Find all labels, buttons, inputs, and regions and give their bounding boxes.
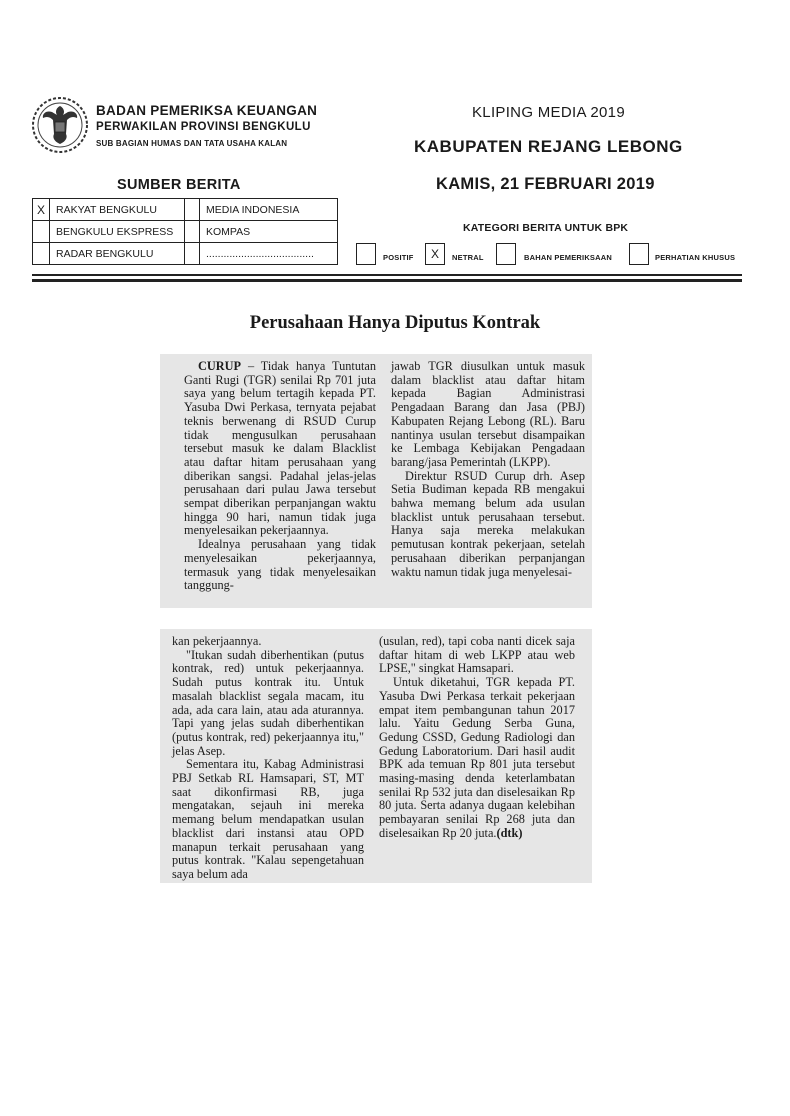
source-checkbox [185,199,200,221]
source-name: RAKYAT BENGKULU [50,199,185,221]
source-name: RADAR BENGKULU [50,243,185,265]
region-title: KABUPATEN REJANG LEBONG [414,137,683,156]
source-name: KOMPAS [200,221,338,243]
category-checkbox-netral: X [425,243,445,265]
source-table-title: SUMBER BERITA [117,177,241,193]
org-division: PERWAKILAN PROVINSI BENGKULU [96,121,311,133]
category-label: BAHAN PEMERIKSAAN [524,253,612,262]
source-row [33,221,338,243]
category-label: NETRAL [452,253,484,262]
publication-date: KAMIS, 21 FEBRUARI 2019 [436,175,655,193]
category-title: KATEGORI BERITA UNTUK BPK [463,222,629,234]
article-paragraph: (usulan, red), tapi coba nanti dicek saja daftar hitam di web LKPP atau web LPSE," singkat Hamsapari. [379,634,575,676]
org-name: BADAN PEMERIKSA KEUANGAN [96,103,318,118]
article-paragraph: Untuk diketahui, TGR kepada PT. Yasuba Dwi Perkasa terkait pekerjaan empat item pembangunan tahun 2017 lalu. Yaitu Gedung Serba Guna, Gedung CSSD, Gedung Radiologi dan Gedung Laboratorium. Dari hasil audit BPK ada temuan Rp 801 juta tersebut masing-masing denda keterlambatan senilai Rp 532 juta dan diselesaikan Rp 80 juta. Serta adanya dugaan kelebihan pembayaran senilai Rp 268 juta dan diselesaikan Rp 20 juta. [379,675,575,840]
category-checkbox-positif [356,243,376,265]
article-column-3 [172,635,364,882]
header-divider [32,274,742,276]
category-label: POSITIF [383,253,414,262]
article-paragraph: Direktur RSUD Curup drh. Asep Setia Budiman kepada RB mengakui bahwa memang belum ada usulan blacklist untuk perusahaan tersebut. Hanya saja mereka melakukan pemutusan kontrak pekerjaan, setelah perusahaan diberikan perpanjangan waktu namun tidak juga menyelesai- [391,468,585,579]
article-paragraph: jawab TGR diusulkan untuk masuk dalam blacklist atau daftar hitam kepada Bagian Administrasi Pengadaan Barang dan Jasa (PBJ) Kabupaten Rejang Lebong (RL). Baru nantinya usulan tersebut disampaikan ke Lembaga Kebijakan Pengadaan barang/jasa Pemerintah (LKPP). [391,359,585,469]
kliping-title: KLIPING MEDIA 2019 [472,104,625,121]
source-table [32,198,338,265]
source-row [33,199,338,221]
category-label: PERHATIAN KHUSUS [655,253,736,262]
article-paragraph: – Tidak hanya Tuntutan Ganti Rugi (TGR) senilai Rp 701 juta saya yang belum tertagih kepada PT. Yasuba Dwi Perkasa, ternyata pejabat teknis berwenang di RSUD Curup tidak mengusulkan perusahaan tersebut masuk ke dalam Blacklist atau daftar hitam perusahaan yang diberikan sangsi. Padahal jelas-jelas perusahaan dari pulau Jawa tersebut sempat diberikan perpanjangan waktu hingga 90 hari, namun tidak juga menyelesaikan pekerjaannya. [184,359,376,538]
header-divider [32,279,742,282]
source-checkbox [185,221,200,243]
article-column-1 [184,360,376,593]
source-checkbox [33,221,50,243]
category-checkbox-perhatian-khusus [629,243,649,265]
source-name: BENGKULU EKSPRESS [50,221,185,243]
article-paragraph: Idealnya perusahaan yang tidak menyelesaikan pekerjaannya, termasuk yang tidak menyelesaikan tanggung- [184,537,376,593]
article-headline: Perusahaan Hanya Diputus Kontrak [249,313,541,333]
garuda-emblem-icon [30,94,90,156]
source-name: ..................................... [200,243,338,265]
source-name: MEDIA INDONESIA [200,199,338,221]
category-checkbox-bahan-pemeriksaan [496,243,516,265]
source-row [33,243,338,265]
article-signoff: (dtk) [496,825,523,840]
article-column-4 [379,635,575,841]
article-paragraph: Sementara itu, Kabag Administrasi PBJ Setkab RL Hamsapari, ST, MT saat dikonfirmasi RB, juga mengatakan, sejauh ini mereka memang belum mendapatkan usulan blacklist dari instansi atau OPD manapun terkait perusahaan yang putus kontrak. "Kalau sepengetahuan saya belum ada [172,757,364,881]
org-subdivision: SUB BAGIAN HUMAS DAN TATA USAHA KALAN [96,139,288,148]
article-paragraph: "Itukan sudah diberhentikan (putus kontrak, red) untuk pekerjaannya. Sudah putus kontrak itu. Untuk masalah blacklist segala macam, itu ada, ada cara lain, atau ada aturannya. Tapi yang jelas sudah diberhentikan (putus kontrak, red) pekerjaannya itu," jelas Asep. [172,647,364,758]
source-checkbox [33,243,50,265]
article-dateline: CURUP [198,359,242,373]
source-checkbox: X [33,199,50,221]
source-checkbox [185,243,200,265]
article-paragraph: kan pekerjaannya. [172,634,262,648]
article-column-2 [391,360,585,579]
